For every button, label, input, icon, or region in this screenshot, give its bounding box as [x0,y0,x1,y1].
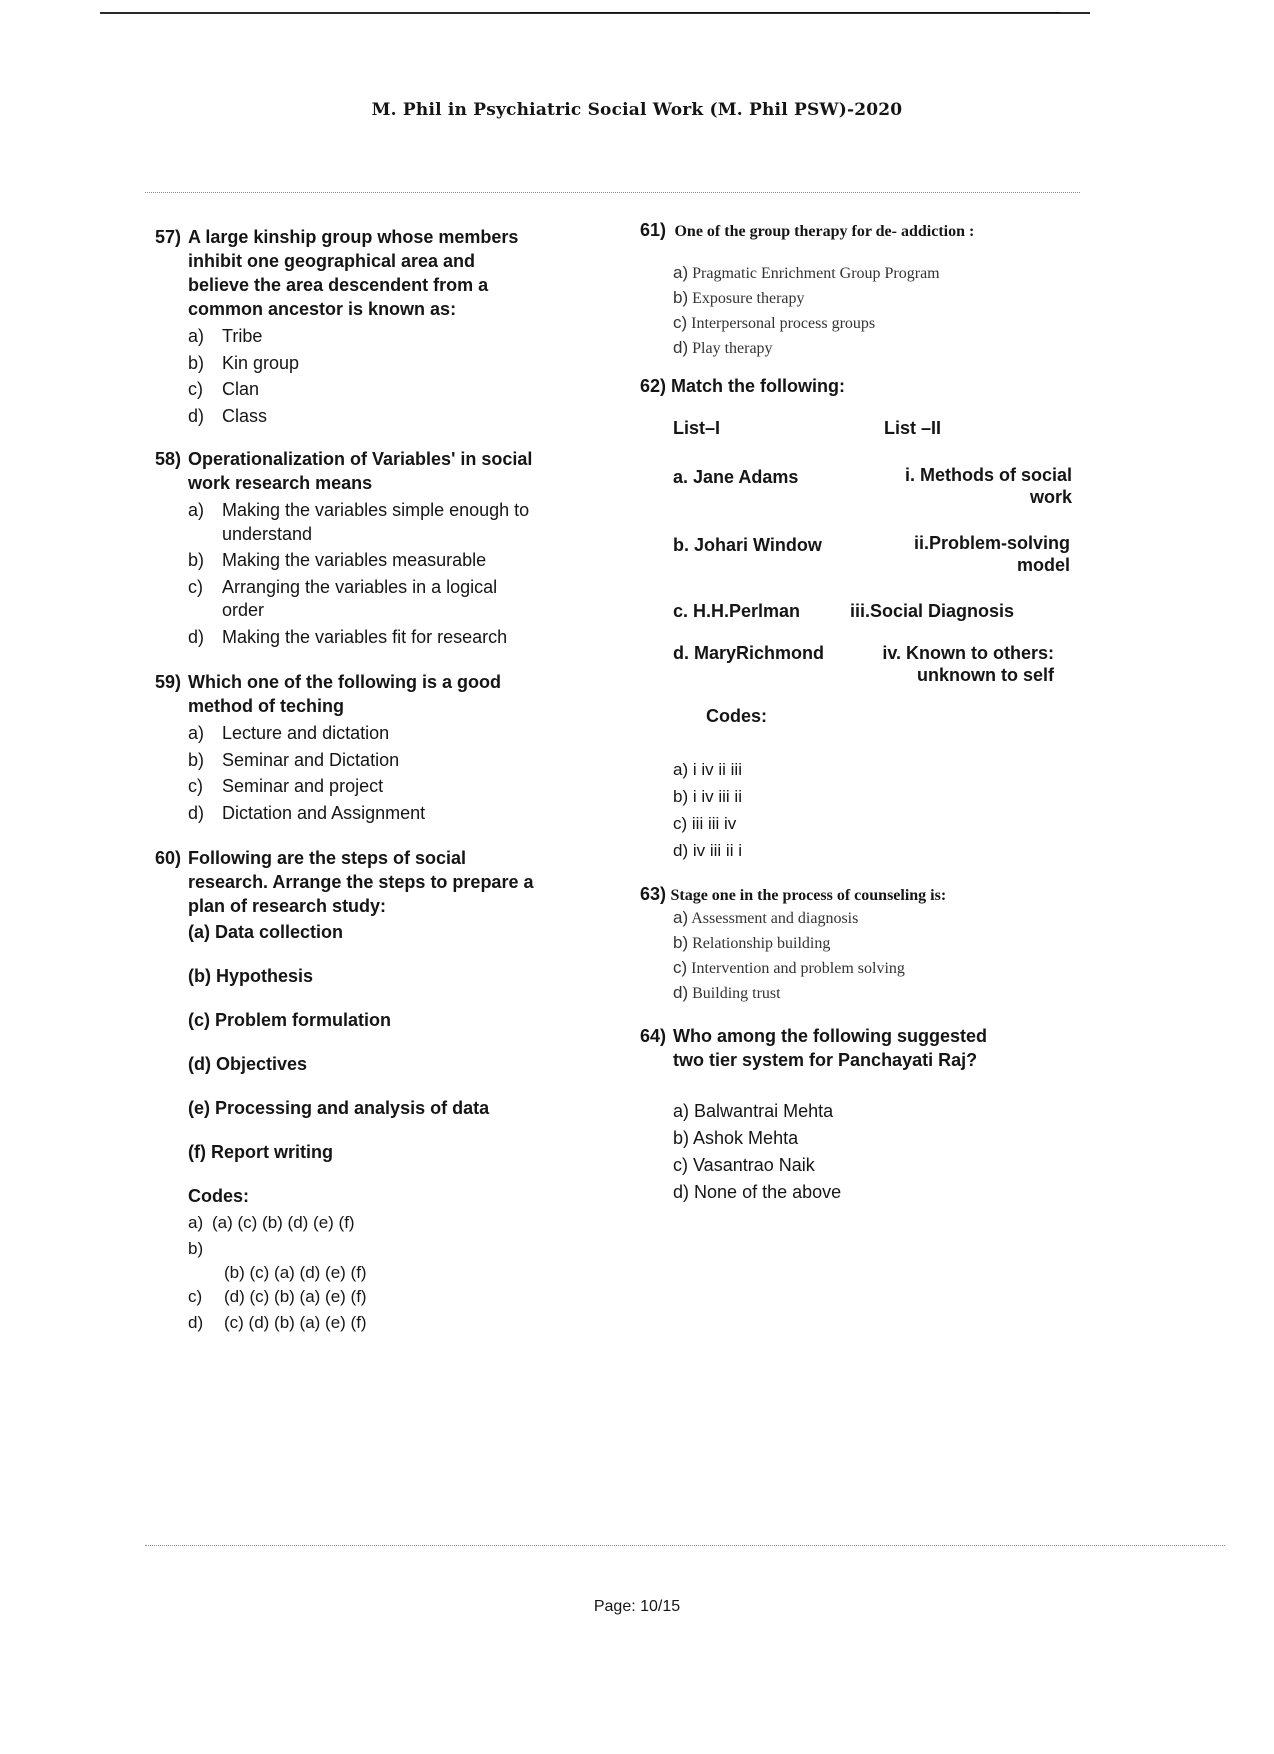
option: b) Ashok Mehta [673,1128,799,1148]
question-text-line: inhibit one geographical area and [188,251,476,271]
step-item: (a) Data collection [188,922,344,942]
option: b) Kin group [188,352,300,373]
option: b) Making the variables measurable [188,550,487,570]
match-left-d: d. MaryRichmond [673,643,825,663]
list-2-header: List –II [884,418,942,438]
codes-62 [673,756,742,864]
option: b) Seminar and Dictation [188,749,400,770]
question-text-line: work research means [188,473,373,493]
option: c) Vasantrao Naik [673,1155,815,1175]
question-number: 62) [640,376,667,396]
option: a) Balwantrai Mehta [673,1101,834,1121]
option: c) Interpersonal process groups [673,313,876,332]
question-text-line: method of teching [188,696,344,716]
question-number: 63) [640,884,667,904]
question-62 [640,376,845,397]
step-item: (f) Report writing [188,1142,333,1162]
step-item: (b) Hypothesis [188,966,314,986]
options-63 [673,906,905,1006]
top-border-line-2 [520,12,1060,13]
code-option: b) i iv iii ii [673,787,742,806]
match-right-i: i. Methods of social work [904,465,1072,507]
question-text-line: Following are the steps of social [188,848,467,868]
question-number: 61) [640,220,667,240]
question-number: 64) [640,1026,667,1046]
code-option: a) (a) (c) (b) (d) (e) (f) [188,1213,355,1232]
question-text-line: two tier system for Panchayati Raj? [673,1050,978,1070]
option: d) Play therapy [673,338,773,357]
question-text: Match the following: [671,376,846,396]
match-left-a: a. Jane Adams [673,467,799,487]
question-number: 58) [155,449,182,469]
option: b) Exposure therapy [673,288,805,307]
question-text: Stage one in the process of counseling is: [670,887,947,904]
question-number: 60) [155,848,182,868]
option: a) Making the variables simple enough to [188,500,530,520]
question-text-line: research. Arrange the steps to prepare a [188,872,534,892]
option: a) Assessment and diagnosis [673,908,859,927]
option: a) Lecture and dictation [188,723,390,743]
question-63 [640,884,946,905]
option: c) Seminar and project [188,776,384,796]
option: c) Intervention and problem solving [673,958,905,977]
question-text-line: Who among the following suggested [673,1026,987,1046]
footer-divider [145,1545,1225,1546]
code-option: d) iv iii ii i [673,841,742,860]
option: d) None of the above [673,1182,842,1202]
option: d) Making the variables fit for research [188,626,508,647]
question-text: One of the group therapy for de- addiction : [674,223,975,240]
question-text-line: believe the area descendent from a [188,275,489,295]
page-title: M. Phil in Psychiatric Social Work (M. Phil PSW)-2020 [371,100,903,120]
step-item: (c) Problem formulation [188,1010,392,1030]
question-60 [155,846,533,918]
question-58 [155,447,532,650]
code-option: c) (d) (c) (b) (a) (e) (f) [188,1287,367,1306]
list-1-header: List–I [673,418,721,438]
step-item: (d) Objectives [188,1054,308,1074]
page-number: Page: 10/15 [593,1598,681,1615]
question-61 [640,220,974,241]
codes-label: Codes: [188,1186,250,1206]
options-61 [673,261,940,361]
codes-label: Codes: [706,706,768,726]
match-left-c: c. H.H.Perlman [673,601,801,621]
code-option-label: b) [188,1239,204,1258]
option-continuation: understand [222,523,313,544]
option: d) Dictation and Assignment [188,802,426,823]
option: d) Building trust [673,983,781,1002]
option: c) Arranging the variables in a logical [188,576,498,597]
question-57 [155,225,518,429]
question-number: 59) [155,672,182,692]
option: a) Tribe [188,326,263,346]
question-64 [640,1024,987,1072]
code-option-text: (b) (c) (a) (d) (e) (f) [224,1263,367,1282]
question-number: 57) [155,227,182,247]
option-continuation: order [222,600,265,620]
code-option: c) iii iii iv [673,814,737,833]
match-right-ii: ii.Problem-solving model [913,533,1070,575]
question-text-line: common ancestor is known as: [188,299,457,319]
question-59 [155,670,501,826]
option: b) Relationship building [673,933,831,952]
step-item: (e) Processing and analysis of data [188,1098,490,1118]
options-64 [673,1098,841,1206]
question-text-line: A large kinship group whose members [188,227,519,247]
option: c) Clan [188,379,260,399]
option: d) Class [188,405,268,426]
header-divider [145,192,1080,193]
code-option: a) i iv ii iii [673,760,742,779]
question-text-line: Which one of the following is a good [188,672,501,692]
code-option: d) (c) (d) (b) (a) (e) (f) [188,1313,367,1332]
question-text-line: Operationalization of Variables' in social [188,449,533,469]
match-right-iii: iii.Social Diagnosis [850,601,1015,621]
match-right-iv: iv. Known to others: unknown to self [882,643,1054,685]
question-text-line: plan of research study: [188,896,387,916]
match-left-b: b. Johari Window [673,535,822,555]
option: a) Pragmatic Enrichment Group Program [673,263,940,282]
